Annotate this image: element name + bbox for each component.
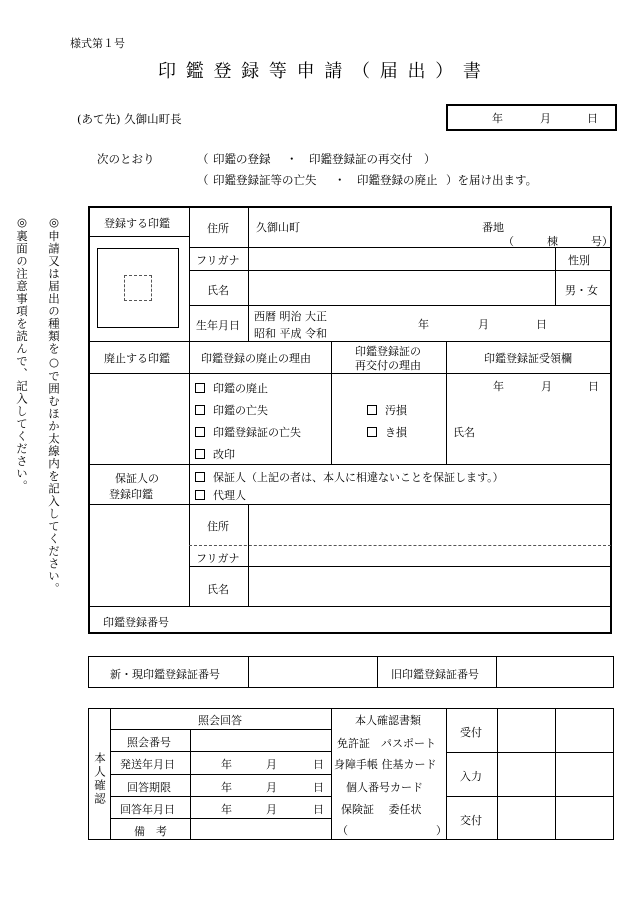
deadline-year: 年 bbox=[221, 781, 232, 794]
agent-checkbox[interactable] bbox=[195, 487, 246, 503]
receipt-year-label: 年 bbox=[493, 380, 504, 393]
seal-number-label: 印鑑登録番号 bbox=[103, 616, 169, 629]
option-card-loss[interactable]: 印鑑登録証等の亡失 bbox=[213, 173, 317, 187]
guarantor-label-2: 登録印鑑 bbox=[109, 488, 153, 501]
stage-reception: 受付 bbox=[460, 726, 482, 739]
gender-label: 性別 bbox=[568, 254, 590, 267]
reissue-label: 汚損 bbox=[385, 404, 407, 417]
intro-paren-open-2: （ bbox=[197, 173, 209, 187]
side-note-2: ◎裏面の注意事項を読んで、記入してください。 bbox=[15, 215, 29, 493]
intro-dot-2: ・ bbox=[334, 173, 346, 187]
agent-option-label: 代理人 bbox=[213, 489, 246, 502]
checkbox-icon bbox=[367, 427, 377, 437]
reason-checkbox-seal-abolish[interactable] bbox=[195, 380, 268, 396]
intro-paren-close-1: ） bbox=[424, 152, 436, 166]
intro-dot-1: ・ bbox=[286, 152, 298, 166]
option-card-reissue[interactable]: 印鑑登録証の再交付 bbox=[309, 152, 413, 166]
reason-label: 印鑑登録証の亡失 bbox=[213, 426, 301, 439]
side-note-1: ◎申請又は届出の種類を○で囲むほか太線内を記入してください。 bbox=[47, 215, 61, 595]
furigana-label: フリガナ bbox=[196, 254, 240, 267]
date-year-label: 年 bbox=[492, 112, 503, 125]
checkbox-icon bbox=[195, 449, 205, 459]
reply-day: 日 bbox=[313, 803, 324, 816]
date-day-label: 日 bbox=[587, 112, 598, 125]
stage-input: 入力 bbox=[460, 770, 482, 783]
id-docs-header: 本人確認書類 bbox=[355, 714, 421, 727]
old-cert-number-label: 旧印鑑登録証番号 bbox=[391, 668, 479, 681]
receipt-name-label: 氏名 bbox=[453, 426, 475, 439]
date-month-label: 月 bbox=[540, 112, 551, 125]
guarantor-furigana-field[interactable] bbox=[250, 547, 610, 565]
sent-date-label: 発送年月日 bbox=[120, 758, 175, 771]
checkbox-icon bbox=[367, 405, 377, 415]
old-cert-number-field[interactable] bbox=[497, 657, 613, 687]
reply-date-label: 回答年月日 bbox=[120, 803, 175, 816]
reply-year: 年 bbox=[221, 803, 232, 816]
reissue-checkbox-damaged[interactable] bbox=[367, 424, 407, 440]
guarantor-option-label: 保証人（上記の者は、本人に相違ないことを保証します。） bbox=[213, 471, 504, 484]
guarantor-address-field[interactable] bbox=[250, 505, 610, 544]
reissue-header-2: 再交付の理由 bbox=[355, 359, 421, 372]
checkbox-icon bbox=[195, 472, 205, 482]
new-cert-number-label: 新・現印鑑登録証番号 bbox=[110, 668, 220, 681]
reason-label: 改印 bbox=[213, 448, 235, 461]
id-docs-other[interactable]: （ ） bbox=[337, 824, 447, 837]
receipt-header: 印鑑登録証受領欄 bbox=[484, 352, 572, 365]
gender-value[interactable]: 男・女 bbox=[565, 284, 598, 297]
guarantor-furigana-label: フリガナ bbox=[196, 552, 240, 565]
guarantor-address-label: 住所 bbox=[207, 520, 229, 533]
name-field[interactable] bbox=[250, 271, 553, 304]
guarantor-label-1: 保証人の bbox=[115, 472, 159, 485]
checkbox-icon bbox=[195, 490, 205, 500]
id-docs-row-2[interactable]: 身障手帳 住基カード bbox=[334, 758, 437, 771]
sent-day: 日 bbox=[313, 758, 324, 771]
guarantor-name-field[interactable] bbox=[250, 567, 610, 605]
id-docs-row-3[interactable]: 個人番号カード bbox=[346, 781, 423, 794]
deadline-label: 回答期限 bbox=[127, 781, 171, 794]
inquiry-number-label: 照会番号 bbox=[127, 736, 171, 749]
address-value[interactable]: 久御山町 bbox=[256, 221, 300, 234]
form-number: 様式第１号 bbox=[70, 37, 125, 50]
seal-number-field[interactable] bbox=[190, 607, 610, 632]
reason-checkbox-seal-loss[interactable] bbox=[195, 402, 268, 418]
receipt-name-field[interactable] bbox=[478, 414, 608, 450]
intro-lead: 次のとおり bbox=[97, 152, 155, 166]
banchi-label: 番地 bbox=[482, 221, 504, 234]
receipt-month-label: 月 bbox=[541, 380, 552, 393]
reason-label: 印鑑の廃止 bbox=[213, 382, 268, 395]
address-label: 住所 bbox=[207, 222, 229, 235]
building-label: （ 棟 号） bbox=[503, 235, 613, 248]
dob-label: 生年月日 bbox=[196, 319, 240, 332]
abolish-seal-label: 廃止する印鑑 bbox=[104, 352, 170, 365]
reissue-header-1: 印鑑登録証の bbox=[355, 345, 421, 358]
dob-year-label: 年 bbox=[418, 318, 429, 331]
addressee: (あて先) 久御山町長 bbox=[77, 112, 182, 126]
option-registration-abolish[interactable]: 印鑑登録の廃止 bbox=[357, 173, 438, 187]
guarantor-seal-box[interactable] bbox=[90, 505, 188, 605]
intro-paren-close-2: ）を届け出ます。 bbox=[446, 173, 538, 187]
reissue-checkbox-soiled[interactable] bbox=[367, 402, 407, 418]
checkbox-icon bbox=[195, 427, 205, 437]
sent-month: 月 bbox=[266, 758, 277, 771]
deadline-month: 月 bbox=[266, 781, 277, 794]
inquiry-header: 照会回答 bbox=[198, 714, 242, 727]
reason-checkbox-seal-change[interactable] bbox=[195, 446, 235, 462]
checkbox-icon bbox=[195, 383, 205, 393]
intro-paren-open-1: （ bbox=[197, 152, 209, 166]
abolish-reason-header: 印鑑登録の廃止の理由 bbox=[201, 352, 311, 365]
id-docs-row-4[interactable]: 保険証 委任状 bbox=[341, 803, 422, 816]
id-docs-row-1[interactable]: 免許証 パスポート bbox=[337, 737, 436, 750]
checkbox-icon bbox=[195, 405, 205, 415]
remarks-label: 備 考 bbox=[134, 825, 167, 838]
dob-day-label: 日 bbox=[536, 318, 547, 331]
name-label: 氏名 bbox=[207, 284, 229, 297]
reissue-label: き損 bbox=[385, 426, 407, 439]
new-cert-number-field[interactable] bbox=[249, 657, 376, 687]
page-title: 印 鑑 登 録 等 申 請 （ 届 出 ） 書 bbox=[158, 61, 483, 82]
sent-year: 年 bbox=[221, 758, 232, 771]
stage-delivery: 交付 bbox=[460, 814, 482, 827]
receipt-day-label: 日 bbox=[588, 380, 599, 393]
dob-eras-line1[interactable]: 西暦 明治 大正 bbox=[254, 310, 327, 323]
furigana-field[interactable] bbox=[250, 248, 553, 269]
seal-center-guide bbox=[124, 275, 152, 301]
deadline-day: 日 bbox=[313, 781, 324, 794]
reason-checkbox-card-loss[interactable] bbox=[195, 424, 301, 440]
reply-month: 月 bbox=[266, 803, 277, 816]
guarantor-checkbox[interactable] bbox=[195, 469, 504, 485]
registered-seal-label: 登録する印鑑 bbox=[104, 217, 170, 230]
guarantor-name-label: 氏名 bbox=[207, 583, 229, 596]
option-seal-registration[interactable]: 印鑑の登録 bbox=[213, 152, 271, 166]
dob-eras-line2[interactable]: 昭和 平成 令和 bbox=[254, 327, 327, 340]
dob-month-label: 月 bbox=[478, 318, 489, 331]
reason-label: 印鑑の亡失 bbox=[213, 404, 268, 417]
identity-check-label: 本人確認 bbox=[93, 752, 107, 806]
